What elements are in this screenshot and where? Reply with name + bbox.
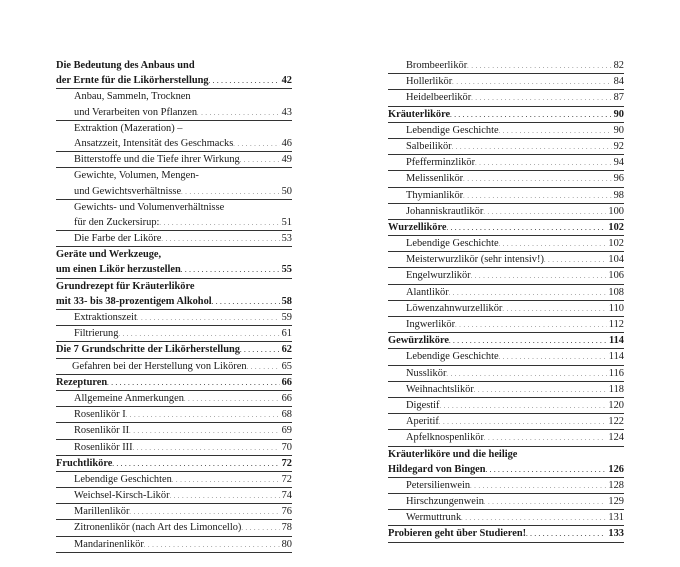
toc-entry-title: Extraktionszeit [74, 312, 137, 323]
toc-entry [56, 504, 292, 520]
toc-page-number: 96 [613, 173, 624, 185]
toc-entry-title: und Gewichtsverhältnisse [74, 185, 182, 197]
toc-page-number: 66 [281, 376, 292, 388]
toc-page-number: 114 [608, 351, 624, 363]
toc-dot-leader [133, 440, 280, 457]
toc-dot-leader [471, 268, 607, 285]
toc-entry-title: Rezepturen [56, 376, 108, 388]
toc-entry [56, 247, 292, 262]
toc-entry-title: Hildegard von Bingen [388, 463, 486, 475]
toc-entry [56, 423, 292, 439]
toc-dot-leader [181, 184, 280, 201]
toc-entry [56, 262, 292, 278]
toc-dot-leader [170, 488, 280, 505]
toc-entry [56, 89, 292, 104]
toc-entry-title: Rosenlikör I [74, 409, 126, 421]
toc-entry [56, 184, 292, 200]
toc-page-number: 61 [281, 328, 292, 340]
toc-entry-title: Kräuterliköre und die heilige [388, 448, 518, 460]
toc-dot-leader [449, 333, 607, 350]
toc-page-number: 114 [608, 335, 624, 347]
toc-dot-leader [461, 510, 606, 527]
toc-entry-title: Allgemeine Anmerkungen [74, 392, 184, 404]
toc-dot-leader [526, 526, 606, 543]
toc-entry [56, 488, 292, 504]
toc-entry [56, 168, 292, 183]
toc-entry-title: um einen Likör herzustellen [56, 264, 181, 276]
toc-entry [56, 342, 292, 358]
toc-page-number: 55 [281, 264, 292, 276]
toc-entry-title: Gefahren bei der Herstellung von Likören [72, 360, 247, 372]
toc-entry [56, 121, 292, 136]
toc-dot-leader [452, 74, 611, 91]
toc-page-number: 131 [608, 512, 624, 524]
toc-page-number: 82 [613, 60, 624, 71]
toc-dot-leader [240, 152, 280, 169]
toc-dot-leader [486, 462, 607, 479]
toc-entry [388, 58, 624, 74]
toc-page-number: 51 [281, 216, 292, 228]
toc-page-number: 100 [608, 205, 624, 217]
toc-entry [388, 188, 624, 204]
toc-entry [56, 294, 292, 310]
toc-entry [388, 430, 624, 446]
toc-entry-title: Die 7 Grundschritte der Likörherstellung [56, 344, 240, 356]
toc-entry-title: und Verarbeiten von Pflanzen [74, 106, 198, 118]
toc-entry-title: Zitronenlikör (nach Art des Limoncello) [74, 522, 242, 534]
toc-entry-title: Salbeilikör [406, 140, 452, 152]
toc-entry-title: für den Zuckersirup: [74, 216, 160, 228]
toc-entry [56, 537, 292, 553]
toc-entry-title: Filtrierung [74, 328, 119, 340]
toc-page-number: 116 [608, 367, 624, 379]
toc-dot-leader [499, 349, 607, 366]
toc-page-number: 65 [281, 360, 292, 372]
toc-page-number: 76 [281, 506, 292, 518]
toc-entry-title: Weihnachtslikör [406, 383, 474, 395]
toc-page-number: 122 [608, 416, 624, 428]
toc-page-number: 66 [281, 392, 292, 404]
toc-page-number: 133 [608, 528, 624, 540]
toc-dot-leader [159, 215, 279, 232]
toc-page-number: 50 [281, 185, 292, 197]
toc-dot-leader [484, 494, 607, 511]
toc-page-number: 92 [613, 140, 624, 152]
toc-entry-title: Digestif [406, 399, 440, 411]
toc-dot-leader [129, 423, 279, 440]
toc-dot-leader [474, 382, 607, 399]
toc-page-number: 118 [608, 383, 624, 395]
toc-entry [388, 366, 624, 382]
toc-entry [388, 107, 624, 123]
toc-dot-leader [475, 155, 612, 172]
toc-entry-title: Hirschzungenwein [406, 496, 484, 508]
toc-entry-title: Lebendige Geschichte [406, 124, 499, 136]
toc-dot-leader [502, 301, 606, 318]
toc-page-number: 80 [281, 538, 292, 550]
toc-entry [56, 310, 292, 326]
toc-entry [56, 391, 292, 407]
toc-column-left [56, 58, 292, 553]
toc-entry [388, 494, 624, 510]
toc-entry-title: Rosenlikör III [74, 441, 133, 453]
toc-entry [56, 472, 292, 488]
toc-dot-leader [450, 107, 611, 124]
toc-entry [388, 398, 624, 414]
toc-entry [388, 382, 624, 398]
toc-dot-leader [467, 58, 611, 75]
toc-entry [388, 510, 624, 526]
toc-entry [56, 136, 292, 152]
toc-page-number: 102 [608, 238, 624, 250]
toc-dot-leader [137, 310, 280, 327]
toc-entry-title: Apfelknospenlikör [406, 432, 484, 444]
toc-page-number: 102 [608, 221, 624, 233]
toc-entry-title: Aperitif [406, 416, 439, 428]
toc-page-number: 90 [613, 124, 624, 136]
toc-entry-title: Gewichts- und Volumenverhältnisse [74, 201, 225, 213]
toc-dot-leader [112, 456, 279, 473]
toc-dot-leader [247, 359, 280, 376]
toc-entry-title: Nusslikör [406, 367, 447, 379]
toc-entry [56, 375, 292, 391]
toc-entry-title: Wurzelliköre [388, 221, 447, 233]
toc-entry [56, 200, 292, 215]
toc-column-right [388, 58, 624, 543]
toc-dot-leader [455, 317, 607, 334]
toc-entry [388, 220, 624, 236]
toc-entry [56, 58, 292, 73]
toc-entry [388, 123, 624, 139]
toc-entry [56, 456, 292, 472]
toc-dot-leader [161, 231, 279, 248]
toc-dot-leader [126, 407, 280, 424]
toc-entry [388, 301, 624, 317]
toc-page-number: 94 [613, 157, 624, 169]
toc-entry [388, 333, 624, 349]
toc-entry-title: Gewichte, Volumen, Mengen- [74, 170, 199, 182]
toc-entry [56, 105, 292, 121]
toc-entry-title: Kräuterliköre [388, 108, 451, 120]
toc-entry [56, 215, 292, 231]
toc-entry-title: Lebendige Geschichte [406, 351, 499, 363]
toc-entry [388, 317, 624, 333]
toc-page-number: 104 [608, 254, 624, 266]
toc-dot-leader [544, 252, 606, 269]
toc-dot-leader [483, 204, 606, 221]
toc-page-number: 70 [281, 441, 292, 453]
toc-page-number: 62 [281, 344, 292, 356]
toc-entry [388, 414, 624, 430]
toc-dot-leader [470, 478, 606, 495]
toc-entry-title: Bitterstoffe und die Tiefe ihrer Wirkung [74, 154, 240, 166]
toc-page-number: 106 [608, 270, 624, 282]
toc-dot-leader [233, 136, 279, 153]
toc-page-number: 69 [281, 425, 292, 437]
toc-dot-leader [463, 188, 611, 205]
toc-entry-title: Löwenzahnwurzellikör [406, 302, 503, 314]
toc-entry-title: Brombeerlikör [406, 60, 468, 71]
toc-entry [56, 359, 292, 375]
toc-entry-title: Fruchtliköre [56, 457, 113, 469]
toc-entry [388, 526, 624, 542]
toc-entry-title: Mandarinenlikör [74, 538, 144, 550]
toc-entry [56, 520, 292, 536]
toc-entry [388, 204, 624, 220]
toc-entry-title: Hollerlikör [406, 76, 453, 88]
toc-page-number: 59 [281, 312, 292, 323]
toc-page-number: 87 [613, 92, 624, 104]
toc-entry-title: Wermuttrunk [406, 512, 462, 524]
toc-dot-leader [184, 391, 280, 408]
toc-dot-leader [471, 90, 611, 107]
toc-entry [388, 252, 624, 268]
toc-dot-leader [499, 236, 607, 253]
toc-entry-title: Marillenlikör [74, 506, 130, 518]
toc-page-number: 90 [613, 108, 624, 120]
toc-page-number: 43 [281, 106, 292, 118]
toc-entry-title: Geräte und Werkzeuge, [56, 249, 162, 261]
toc-dot-leader [118, 326, 279, 343]
toc-dot-leader [212, 294, 280, 311]
toc-dot-leader [197, 105, 280, 122]
toc-entry [56, 407, 292, 423]
toc-entry-title: der Ernte für die Likörherstellung [56, 75, 209, 87]
toc-page-number: 72 [281, 473, 292, 485]
toc-entry [56, 231, 292, 247]
toc-entry-title: Die Farbe der Liköre [74, 233, 162, 245]
toc-page-number: 74 [281, 490, 292, 502]
toc-entry-title: Rosenlikör II [74, 425, 130, 437]
toc-dot-leader [446, 366, 606, 383]
toc-page-number: 68 [281, 409, 292, 421]
toc-entry [388, 74, 624, 90]
toc-entry [388, 349, 624, 365]
toc-entry-title: Gewürzliköre [388, 335, 449, 347]
toc-entry [388, 139, 624, 155]
toc-entry-title: Melissenlikör [406, 173, 464, 185]
toc-entry [388, 171, 624, 187]
toc-page-number: 98 [613, 189, 624, 201]
toc-entry [56, 73, 292, 89]
toc-page-number: 53 [281, 233, 292, 245]
toc-entry-title: mit 33- bis 38-prozentigem Alkohol [56, 295, 212, 307]
toc-dot-leader [484, 430, 606, 447]
toc-entry [388, 478, 624, 494]
toc-entry [388, 462, 624, 478]
toc-entry-title: Grundrezept für Kräuterliköre [56, 280, 195, 292]
toc-page-number: 110 [608, 302, 624, 314]
toc-entry-title: Johanniskrautlikör [406, 205, 484, 217]
toc-entry [388, 90, 624, 106]
toc-entry [388, 236, 624, 252]
toc-dot-leader [499, 123, 612, 140]
toc-dot-leader [240, 342, 280, 359]
toc-entry-title: Thymianlikör [406, 189, 464, 201]
toc-entry-title: Lebendige Geschichten [74, 473, 172, 485]
toc-page-number: 124 [608, 432, 624, 444]
toc-entry [388, 155, 624, 171]
toc-entry [388, 447, 624, 462]
toc-entry-title: Alantlikör [406, 286, 449, 298]
toc-entry-title: Lebendige Geschichte [406, 238, 499, 250]
toc-dot-leader [447, 220, 607, 237]
toc-dot-leader [129, 504, 279, 521]
toc-dot-leader [439, 398, 606, 415]
toc-dot-leader [181, 262, 280, 279]
toc-page-number: 112 [608, 319, 624, 330]
toc-dot-leader [439, 414, 607, 431]
toc-page-number: 42 [281, 75, 292, 87]
toc-entry-title: Meisterwurzlikör (sehr intensiv!) [406, 254, 544, 266]
toc-dot-leader [463, 171, 611, 188]
toc-entry-title: Pfefferminzlikör [406, 157, 476, 169]
toc-dot-leader [449, 285, 607, 302]
toc-page-number: 58 [281, 295, 292, 307]
toc-entry-title: Heidelbeerlikör [406, 92, 472, 104]
toc-dot-leader [144, 537, 280, 554]
toc-page-number: 49 [281, 154, 292, 166]
toc-entry-title: Ansatzzeit, Intensität des Geschmacks [74, 137, 234, 149]
toc-entry-title: Ingwerlikör [406, 319, 456, 330]
toc-page-number: 72 [281, 457, 292, 469]
toc-page-number: 126 [608, 463, 624, 475]
toc-page-number: 78 [281, 522, 292, 534]
toc-entry [56, 326, 292, 342]
toc-page-number: 128 [608, 479, 624, 491]
toc-dot-leader [172, 472, 280, 489]
toc-entry-title: Petersilienwein [406, 479, 471, 491]
toc-entry-title: Extraktion (Mazeration) – [74, 122, 183, 134]
toc-dot-leader [452, 139, 612, 156]
toc-entry [56, 152, 292, 168]
toc-page-number: 120 [608, 399, 624, 411]
toc-entry [388, 285, 624, 301]
toc-entry [388, 268, 624, 284]
toc-entry-title: Weichsel-Kirsch-Likör [74, 490, 170, 502]
toc-dot-leader [209, 73, 280, 90]
toc-dot-leader [107, 375, 279, 392]
toc-entry-title: Engelwurzlikör [406, 270, 471, 282]
toc-dot-leader [241, 520, 279, 537]
toc-entry-title: Probieren geht über Studieren! [388, 528, 527, 540]
toc-entry [56, 440, 292, 456]
toc-entry-title: Anbau, Sammeln, Trocknen [74, 91, 191, 103]
toc-entry [56, 279, 292, 294]
toc-page-number: 129 [608, 496, 624, 508]
toc-entry-title: Die Bedeutung des Anbaus und [56, 60, 195, 71]
toc-page-number: 108 [608, 286, 624, 298]
toc-page-number: 46 [281, 137, 292, 149]
toc-page-number: 84 [613, 76, 624, 88]
